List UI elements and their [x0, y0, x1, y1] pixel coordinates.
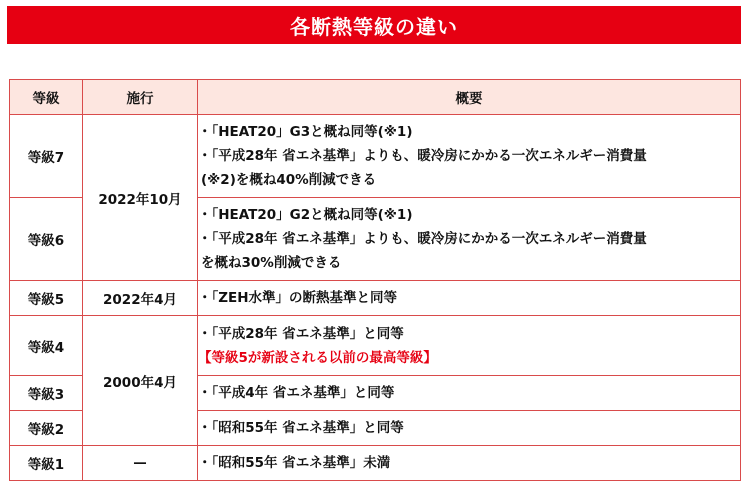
summary-cell [198, 411, 741, 446]
table-row-grade4 [10, 316, 741, 376]
table-row-grade5 [10, 281, 741, 316]
summary-line: ・「HEAT20」G2と概ね同等(※1) [198, 207, 413, 223]
summary-cell [198, 446, 741, 481]
header-summary: 概要 [198, 80, 741, 115]
table-header-row [10, 80, 741, 115]
date-cell: 2000年4月 [83, 316, 198, 446]
summary-line: ・「平成28年 省エネ基準」と同等 [198, 325, 404, 342]
summary-line: ・「平成28年 省エネ基準」よりも、暖冷房にかかる一次エネルギー消費量 [198, 231, 647, 247]
summary-line: ・「昭和55年 省エネ基準」と同等 [198, 420, 404, 436]
date-cell: 2022年4月 [83, 281, 198, 316]
grade-comparison-table [9, 79, 741, 481]
table-row-grade7 [10, 115, 741, 198]
grade-cell: 等級3 [10, 376, 83, 411]
summary-line: ・「昭和55年 省エネ基準」未満 [198, 455, 391, 471]
grade-cell: 等級5 [10, 281, 83, 316]
date-cell: — [83, 446, 198, 481]
summary-cell [198, 281, 741, 316]
summary-line: ・「ZEH水準」の断熱基準と同等 [198, 290, 398, 306]
grade-cell: 等級2 [10, 411, 83, 446]
page-title: 各断熱等級の違い [7, 6, 741, 44]
grade-cell: 等級4 [10, 316, 83, 376]
summary-cell [198, 376, 741, 411]
summary-line: (※2)を概ね40%削減できる [201, 172, 377, 188]
summary-line: ・「平成28年 省エネ基準」よりも、暖冷房にかかる一次エネルギー消費量 [198, 148, 647, 164]
summary-line: を概ね30%削減できる [201, 255, 342, 271]
date-cell: 2022年10月 [83, 115, 198, 281]
summary-line: ・「平成4年 省エネ基準」と同等 [198, 385, 395, 401]
summary-cell [198, 198, 741, 281]
highlight-note: 【等級5が新設される以前の最高等級】 [198, 349, 437, 366]
summary-cell [198, 316, 741, 376]
header-grade: 等級 [10, 80, 83, 115]
summary-cell [198, 115, 741, 198]
table-row-grade1 [10, 446, 741, 481]
grade-cell: 等級6 [10, 198, 83, 281]
summary-line: ・「HEAT20」G3と概ね同等(※1) [198, 124, 413, 140]
header-date: 施行 [83, 80, 198, 115]
grade-cell: 等級7 [10, 115, 83, 198]
grade-cell: 等級1 [10, 446, 83, 481]
